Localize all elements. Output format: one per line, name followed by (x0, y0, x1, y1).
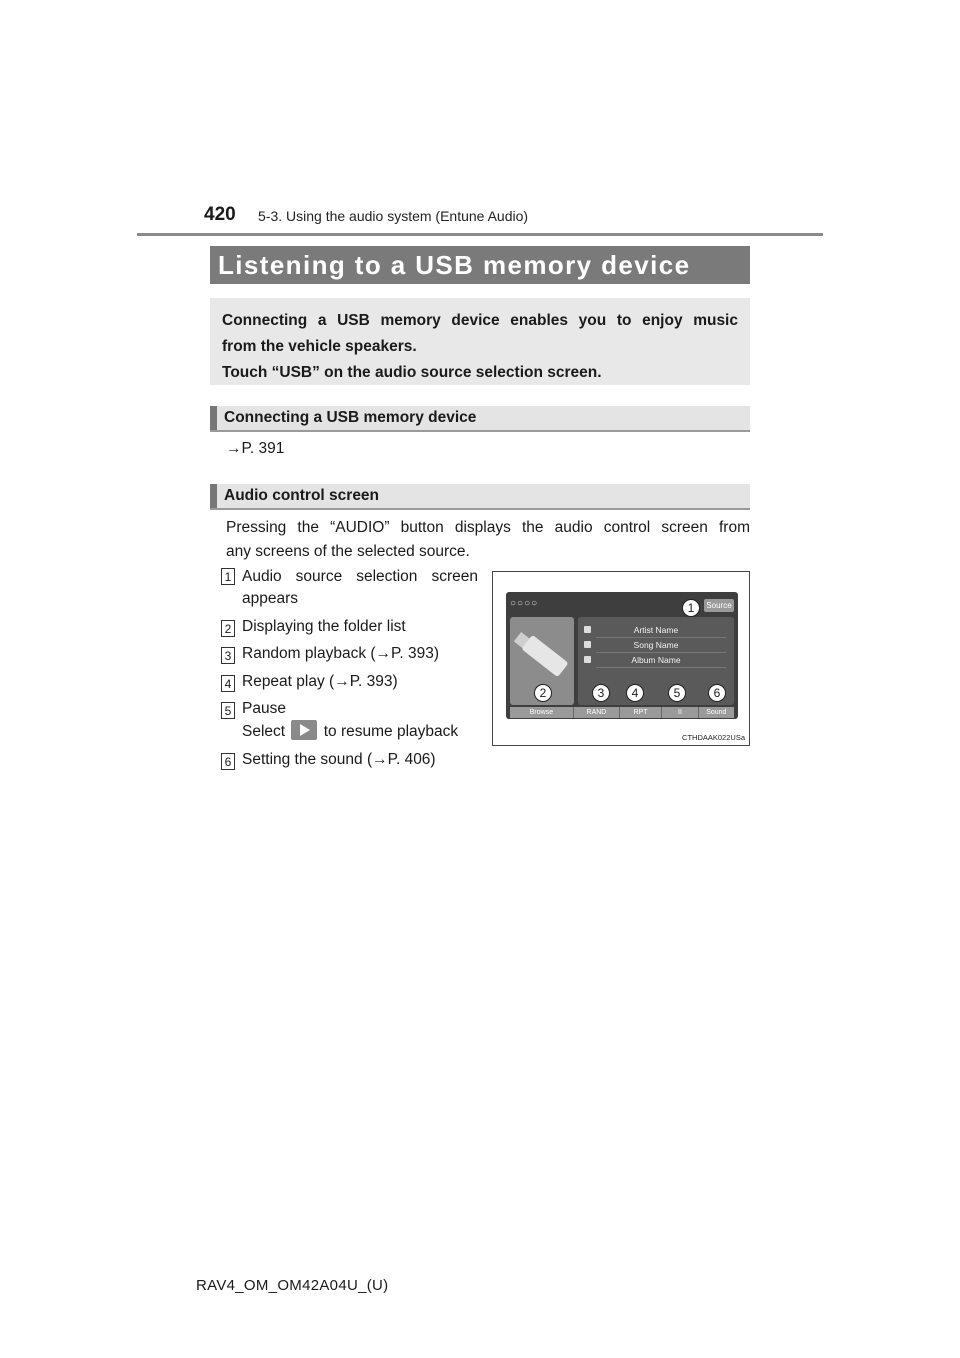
sound-button[interactable]: Sound (706, 709, 727, 716)
pause-button[interactable]: II (662, 707, 698, 718)
usb-stick-icon (521, 635, 568, 678)
subheading-marker (210, 406, 217, 430)
list-item (242, 566, 478, 610)
header-rule (137, 233, 823, 236)
music-note-icon (584, 641, 591, 648)
artist-icon (584, 626, 591, 633)
song-name: Song Name (633, 640, 679, 650)
item-number-4: 4 (221, 675, 235, 692)
item-text-resume: to resume playback (323, 723, 459, 740)
subheading-marker (210, 484, 217, 508)
row-divider (596, 667, 726, 668)
album-name: Album Name (631, 655, 681, 665)
list-item: Displaying the folder list (242, 618, 406, 635)
section-reference: 5-3. Using the audio system (Entune Audio) (258, 208, 529, 224)
list-item (242, 698, 458, 743)
list-item: Repeat play (→P. 393) (242, 673, 398, 690)
item-number-6: 6 (221, 753, 235, 770)
item-number-1: 1 (221, 568, 235, 585)
item-number-5: 5 (221, 702, 235, 719)
list-item: Setting the sound (→P. 406) (242, 751, 436, 768)
control-bar (510, 707, 734, 718)
audio-control-screen (506, 592, 738, 719)
item-text-select: Select (242, 723, 286, 740)
item-text: Pause (242, 700, 286, 717)
page-reference-link[interactable]: →P. 391 (226, 440, 285, 457)
intro-line-2: from the vehicle speakers. (222, 338, 417, 355)
document-code: RAV4_OM_OM42A04U_(U) (196, 1277, 389, 1294)
callout-6: 6 (708, 684, 726, 702)
artist-row (578, 623, 734, 637)
page-title-bar (210, 246, 750, 284)
callout-4: 4 (626, 684, 644, 702)
album-icon (584, 656, 591, 663)
intro-box (210, 298, 750, 385)
figure-code: CTHDAAK022USa (682, 733, 745, 742)
subheading-audio-control (210, 484, 750, 510)
paragraph-line-1: Pressing the “AUDIO” button displays the audio control screen from (226, 519, 750, 536)
subheading-text: Connecting a USB memory device (224, 409, 477, 426)
status-dots-icon: ○○○○ (510, 598, 539, 609)
repeat-button[interactable]: RPT (620, 707, 662, 718)
subheading-connecting (210, 406, 750, 432)
subheading-text: Audio control screen (224, 487, 380, 504)
item-text: Audio source selection screen (242, 568, 478, 585)
play-icon (291, 720, 317, 740)
item-number-3: 3 (221, 647, 235, 664)
callout-5: 5 (668, 684, 686, 702)
random-button[interactable]: RAND (574, 707, 620, 718)
page-number: 420 (204, 204, 236, 225)
description-paragraph (226, 516, 750, 564)
intro-line-3: Touch “USB” on the audio source selection screen. (222, 364, 602, 381)
callout-2: 2 (534, 684, 552, 702)
album-row (578, 653, 734, 667)
callout-3: 3 (592, 684, 610, 702)
artist-name: Artist Name (633, 625, 679, 635)
source-button[interactable]: Source (704, 599, 734, 612)
item-text-cont: appears (242, 590, 299, 607)
page-title: Listening to a USB memory device (218, 249, 691, 280)
intro-line-1: Connecting a USB memory device enables you to enjoy music (222, 312, 738, 329)
callout-1: 1 (682, 599, 700, 617)
browse-button[interactable]: Browse (510, 707, 574, 718)
song-row (578, 638, 734, 652)
list-item: Random playback (→P. 393) (242, 645, 440, 662)
paragraph-line-2: any screens of the selected source. (226, 543, 470, 560)
item-number-2: 2 (221, 620, 235, 637)
audio-screen-figure (492, 571, 750, 746)
